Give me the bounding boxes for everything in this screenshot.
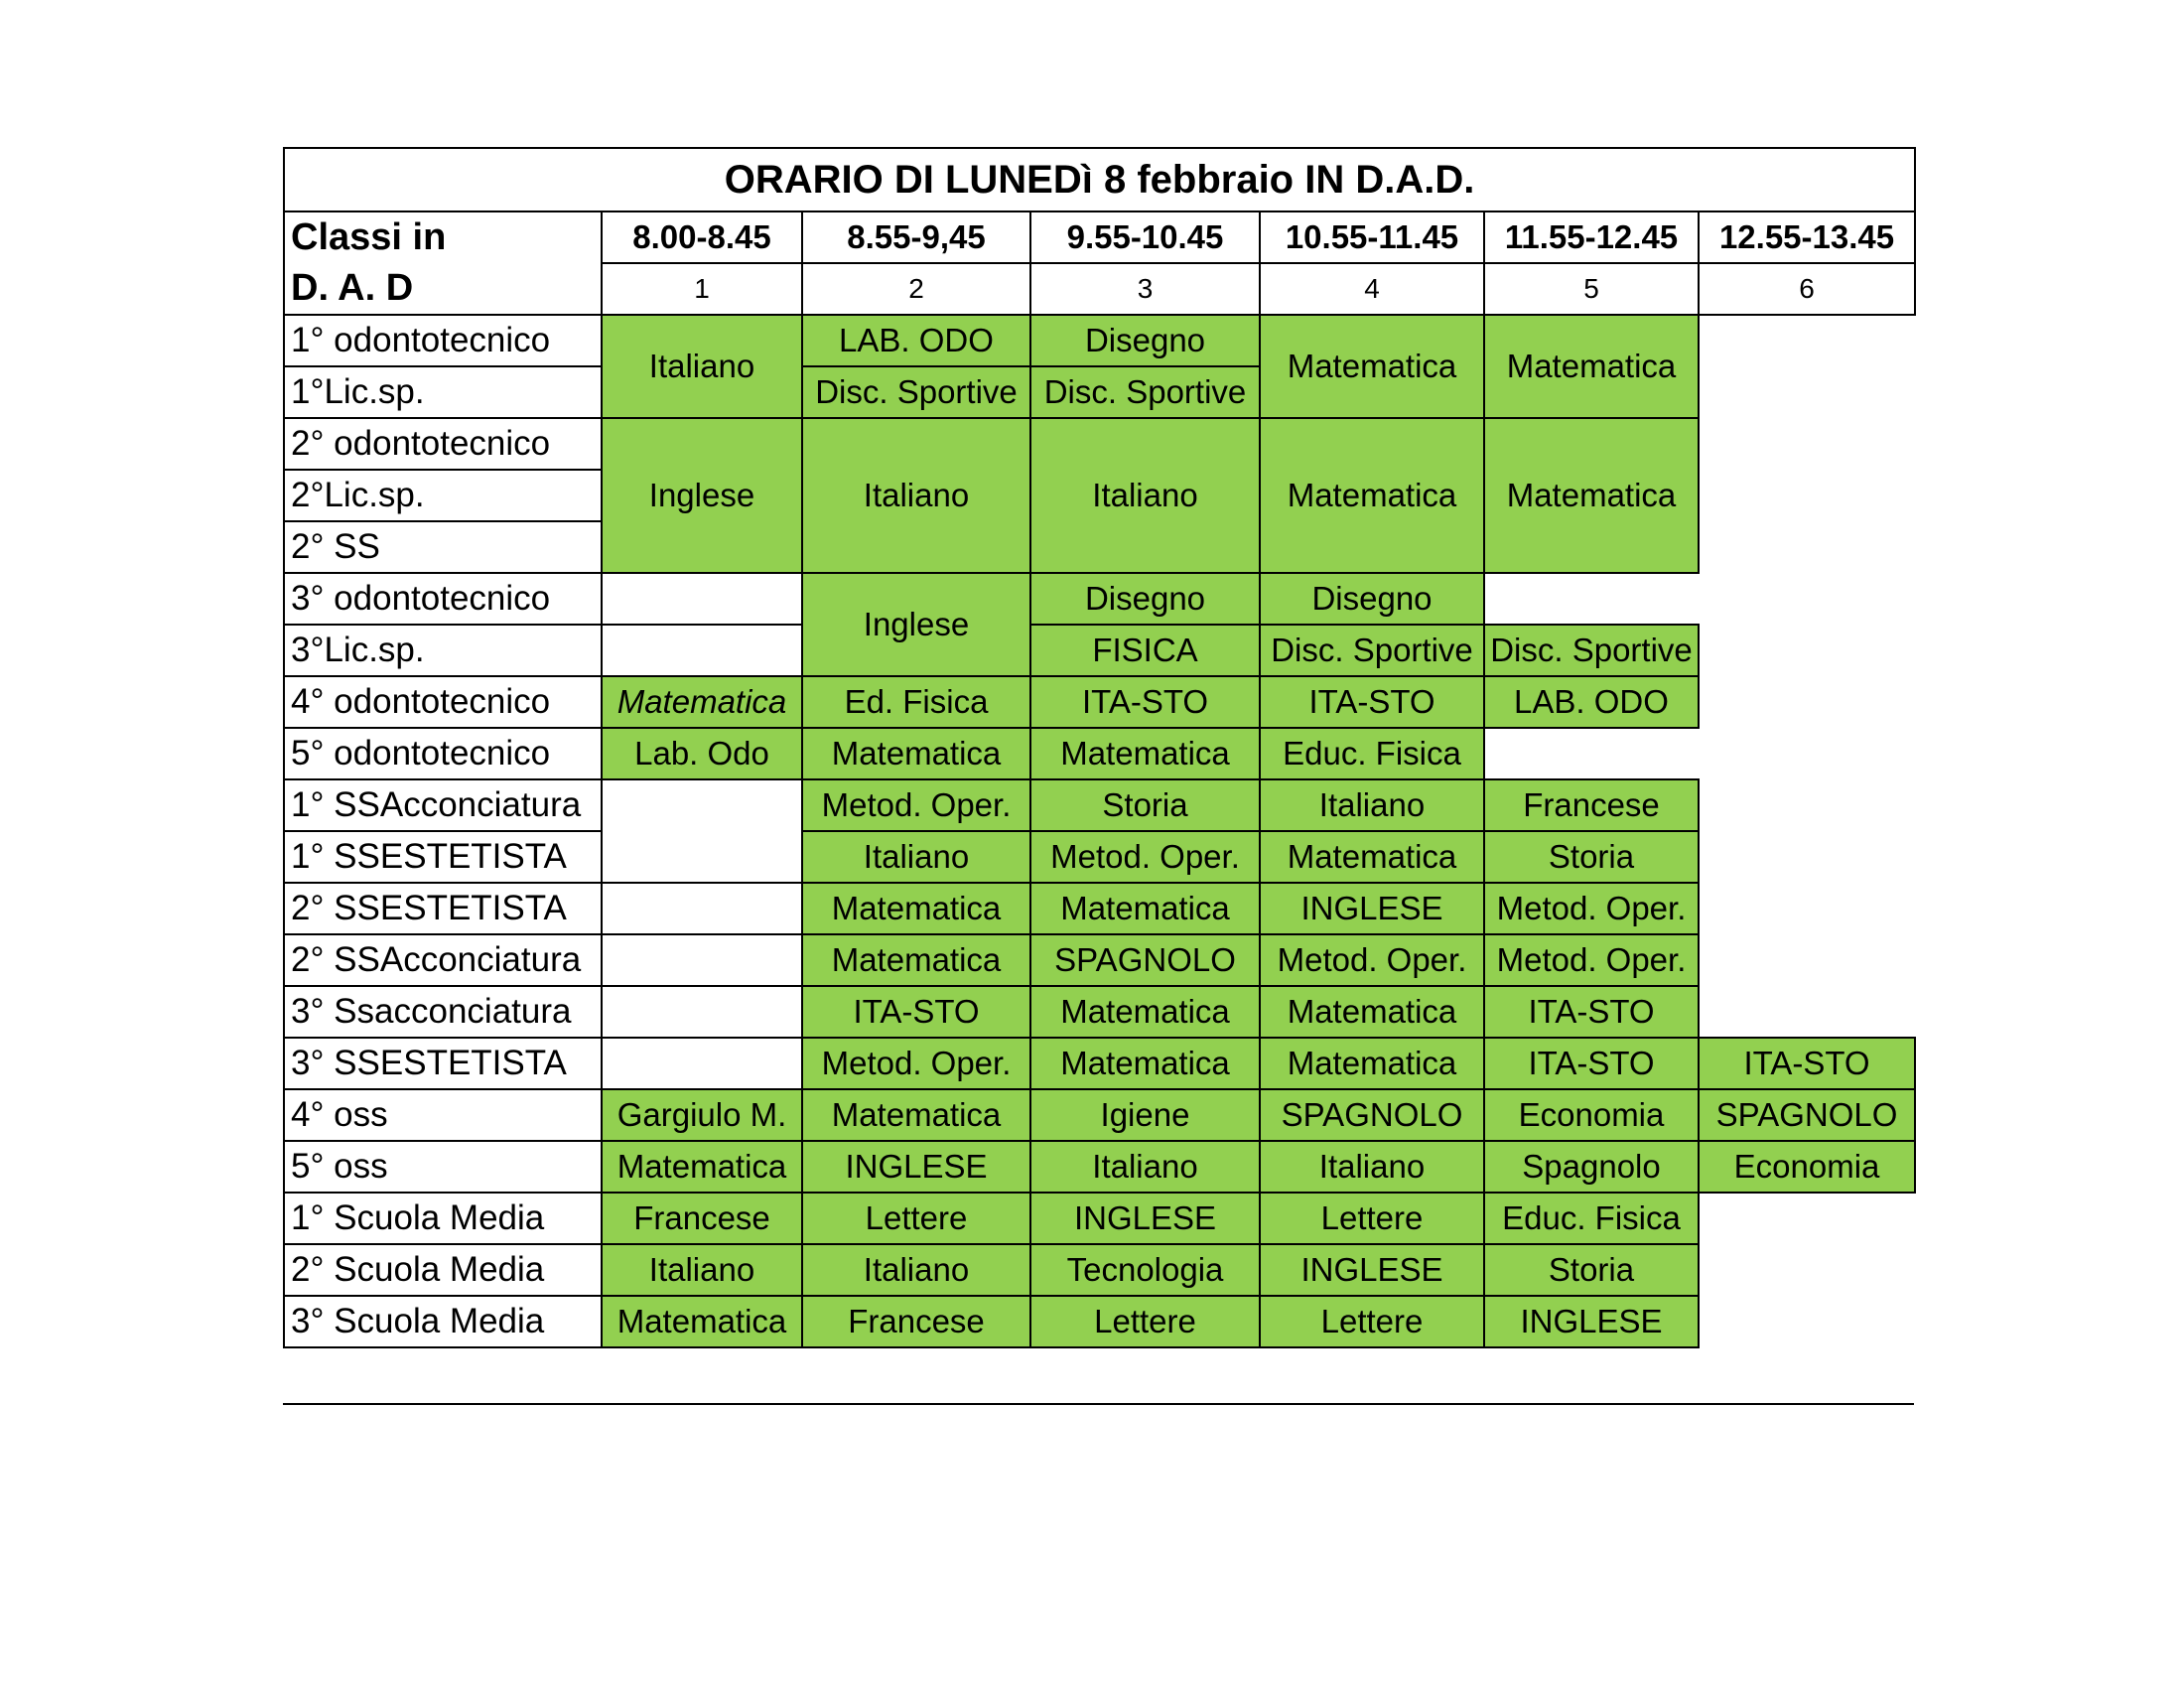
lesson-cell: Lettere (1260, 1296, 1484, 1347)
lesson-cell: Matematica (602, 1141, 802, 1193)
empty-area (1699, 625, 1915, 676)
class-name: 3° Ssacconciatura (284, 986, 602, 1038)
lesson-cell: Matematica (802, 883, 1030, 934)
lesson-cell: SPAGNOLO (1699, 1089, 1915, 1141)
time-header-6: 12.55-13.45 (1699, 211, 1915, 263)
empty-area (1484, 573, 1699, 625)
lesson-cell: Lettere (802, 1193, 1030, 1244)
lesson-cell: Matematica (602, 1296, 802, 1347)
lesson-cell: Matematica (1030, 986, 1260, 1038)
lesson-cell: Italiano (602, 1244, 802, 1296)
lesson-cell: INGLESE (802, 1141, 1030, 1193)
class-header-line-2: D. A. D (284, 263, 602, 315)
lesson-cell: Disc. Sportive (1030, 366, 1260, 418)
bottom-divider (283, 1403, 1914, 1405)
schedule-title: ORARIO DI LUNEDì 8 febbraio IN D.A.D. (284, 148, 1915, 211)
table-row (284, 728, 1915, 779)
hour-number-6: 6 (1699, 263, 1915, 315)
class-name: 5° odontotecnico (284, 728, 602, 779)
class-name: 4° oss (284, 1089, 602, 1141)
lesson-cell: Matematica (802, 934, 1030, 986)
empty-area (1699, 779, 1915, 1038)
time-header-5: 11.55-12.45 (1484, 211, 1699, 263)
empty-cell (602, 986, 802, 1038)
lesson-cell: Metod. Oper. (1030, 831, 1260, 883)
empty-cell (602, 625, 802, 676)
table-row (284, 934, 1915, 986)
lesson-cell: ITA-STO (1030, 676, 1260, 728)
schedule-table (283, 147, 1916, 1348)
class-name: 2° SSAcconciatura (284, 934, 602, 986)
lesson-cell: Storia (1030, 779, 1260, 831)
empty-area (1484, 728, 1699, 779)
lesson-cell: Gargiulo M. (602, 1089, 802, 1141)
lesson-cell: Economia (1484, 1089, 1699, 1141)
table-row (284, 883, 1915, 934)
class-name: 2° odontotecnico (284, 418, 602, 470)
time-header-4: 10.55-11.45 (1260, 211, 1484, 263)
lesson-cell: Disc. Sportive (1260, 625, 1484, 676)
lesson-cell: INGLESE (1260, 883, 1484, 934)
table-row (284, 986, 1915, 1038)
lesson-cell: ITA-STO (1260, 676, 1484, 728)
header-row-hours (284, 263, 1915, 315)
table-row (284, 779, 1915, 831)
empty-cell (602, 883, 802, 934)
empty-cell (602, 573, 802, 625)
lesson-cell: Metod. Oper. (802, 1038, 1030, 1089)
lesson-cell: Inglese (602, 418, 802, 573)
lesson-cell: Matematica (1484, 418, 1699, 573)
lesson-cell: FISICA (1030, 625, 1260, 676)
lesson-cell: LAB. ODO (1484, 676, 1699, 728)
lesson-cell: Igiene (1030, 1089, 1260, 1141)
class-name: 2°Lic.sp. (284, 470, 602, 521)
lesson-cell: Italiano (602, 315, 802, 418)
lesson-cell: Italiano (1030, 418, 1260, 573)
empty-cell (602, 1038, 802, 1089)
title-row (284, 148, 1915, 211)
lesson-cell: Matematica (1030, 728, 1260, 779)
class-name: 1° odontotecnico (284, 315, 602, 366)
empty-cell (602, 934, 802, 986)
lesson-cell: Matematica (1030, 883, 1260, 934)
table-row (284, 573, 1915, 625)
lesson-cell: Matematica (602, 676, 802, 728)
class-name: 3° Scuola Media (284, 1296, 602, 1347)
lesson-cell: Metod. Oper. (1260, 934, 1484, 986)
empty-area (1699, 315, 1915, 625)
lesson-cell: Matematica (1260, 1038, 1484, 1089)
lesson-cell: Storia (1484, 831, 1699, 883)
lesson-cell: Economia (1699, 1141, 1915, 1193)
lesson-cell: Matematica (1260, 315, 1484, 418)
hour-number-5: 5 (1484, 263, 1699, 315)
lesson-cell: Educ. Fisica (1484, 1193, 1699, 1244)
class-name: 3° SSESTETISTA (284, 1038, 602, 1089)
table-row (284, 1244, 1915, 1296)
lesson-cell: Ed. Fisica (802, 676, 1030, 728)
lesson-cell: ITA-STO (1484, 986, 1699, 1038)
lesson-cell: Inglese (802, 573, 1030, 676)
lesson-cell: LAB. ODO (802, 315, 1030, 366)
header-row-times (284, 211, 1915, 263)
lesson-cell: Metod. Oper. (1484, 934, 1699, 986)
lesson-cell: Spagnolo (1484, 1141, 1699, 1193)
lesson-cell: ITA-STO (802, 986, 1030, 1038)
lesson-cell: ITA-STO (1484, 1038, 1699, 1089)
lesson-cell: Matematica (802, 1089, 1030, 1141)
hour-number-2: 2 (802, 263, 1030, 315)
lesson-cell: Lab. Odo (602, 728, 802, 779)
class-name: 3° odontotecnico (284, 573, 602, 625)
empty-area (1699, 676, 1915, 728)
hour-number-1: 1 (602, 263, 802, 315)
lesson-cell: Francese (602, 1193, 802, 1244)
lesson-cell: Italiano (802, 418, 1030, 573)
lesson-cell: ITA-STO (1699, 1038, 1915, 1089)
lesson-cell: Matematica (1260, 831, 1484, 883)
lesson-cell: Matematica (1484, 315, 1699, 418)
lesson-cell: Disc. Sportive (1484, 625, 1699, 676)
hour-number-3: 3 (1030, 263, 1260, 315)
lesson-cell: Matematica (1030, 1038, 1260, 1089)
table-row (284, 418, 1915, 470)
class-name: 2° Scuola Media (284, 1244, 602, 1296)
lesson-cell: Metod. Oper. (802, 779, 1030, 831)
lesson-cell: Francese (1484, 779, 1699, 831)
table-row (284, 1193, 1915, 1244)
class-name: 2° SS (284, 521, 602, 573)
lesson-cell: Italiano (1260, 779, 1484, 831)
hour-number-4: 4 (1260, 263, 1484, 315)
lesson-cell: Tecnologia (1030, 1244, 1260, 1296)
lesson-cell: Francese (802, 1296, 1030, 1347)
class-header-line-1: Classi in (284, 211, 602, 263)
lesson-cell: SPAGNOLO (1260, 1089, 1484, 1141)
lesson-cell: Storia (1484, 1244, 1699, 1296)
lesson-cell: INGLESE (1030, 1193, 1260, 1244)
class-name: 1°Lic.sp. (284, 366, 602, 418)
class-name: 3°Lic.sp. (284, 625, 602, 676)
class-name: 5° oss (284, 1141, 602, 1193)
table-row (284, 1038, 1915, 1089)
lesson-cell: Italiano (1260, 1141, 1484, 1193)
table-row (284, 1089, 1915, 1141)
empty-cell (602, 779, 802, 883)
lesson-cell: Matematica (802, 728, 1030, 779)
time-header-2: 8.55-9,45 (802, 211, 1030, 263)
lesson-cell: Disegno (1260, 573, 1484, 625)
class-name: 1° Scuola Media (284, 1193, 602, 1244)
table-row (284, 1141, 1915, 1193)
lesson-cell: Disc. Sportive (802, 366, 1030, 418)
table-row (284, 1296, 1915, 1347)
lesson-cell: INGLESE (1484, 1296, 1699, 1347)
lesson-cell: Lettere (1030, 1296, 1260, 1347)
class-name: 1° SSAcconciatura (284, 779, 602, 831)
lesson-cell: INGLESE (1260, 1244, 1484, 1296)
lesson-cell: Metod. Oper. (1484, 883, 1699, 934)
lesson-cell: SPAGNOLO (1030, 934, 1260, 986)
time-header-1: 8.00-8.45 (602, 211, 802, 263)
lesson-cell: Italiano (802, 831, 1030, 883)
lesson-cell: Italiano (1030, 1141, 1260, 1193)
lesson-cell: Disegno (1030, 315, 1260, 366)
table-row (284, 831, 1915, 883)
empty-area (1699, 728, 1915, 779)
empty-area (1699, 1193, 1915, 1347)
class-name: 1° SSESTETISTA (284, 831, 602, 883)
lesson-cell: Lettere (1260, 1193, 1484, 1244)
lesson-cell: Educ. Fisica (1260, 728, 1484, 779)
lesson-cell: Italiano (802, 1244, 1030, 1296)
time-header-3: 9.55-10.45 (1030, 211, 1260, 263)
lesson-cell: Disegno (1030, 573, 1260, 625)
lesson-cell: Matematica (1260, 986, 1484, 1038)
table-row (284, 315, 1915, 366)
table-row (284, 625, 1915, 676)
class-name: 2° SSESTETISTA (284, 883, 602, 934)
table-row (284, 676, 1915, 728)
class-name: 4° odontotecnico (284, 676, 602, 728)
lesson-cell: Matematica (1260, 418, 1484, 573)
